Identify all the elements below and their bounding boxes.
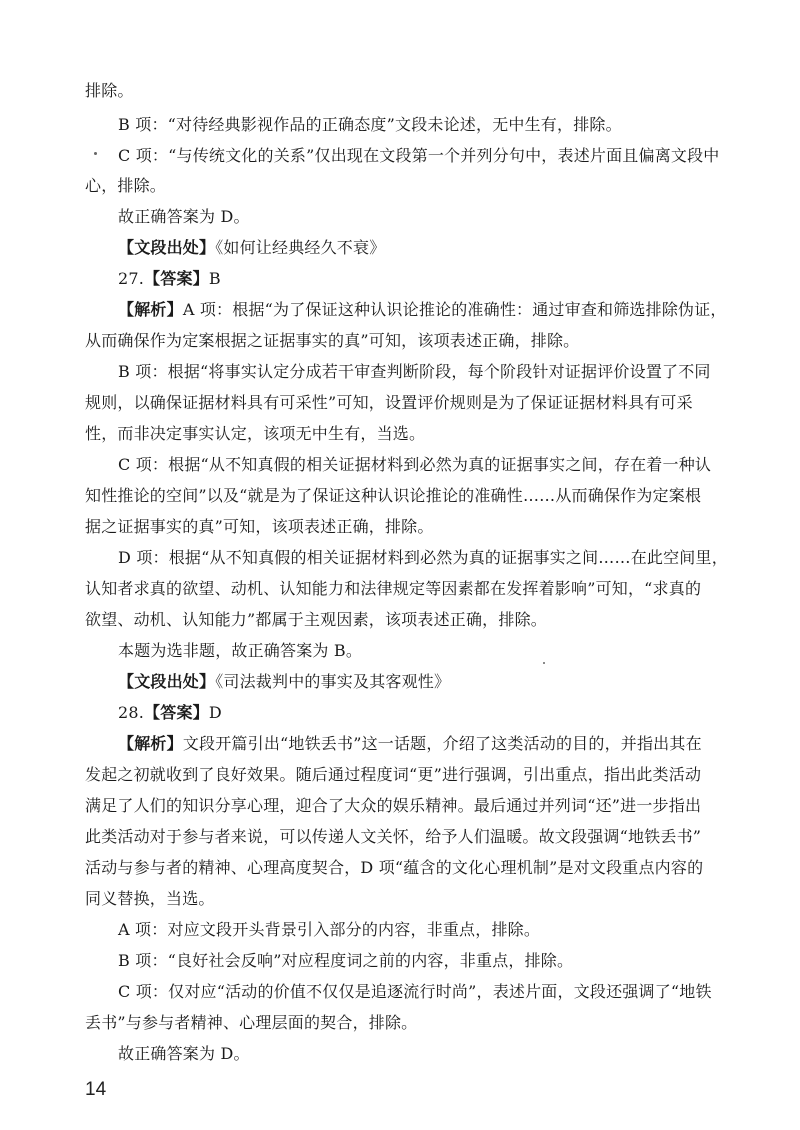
text-line-5 xyxy=(118,206,250,228)
source-label: 【文段出处】 xyxy=(118,672,216,691)
line-text: B 项：根据“将事实认定分成若干审查判断阶段，每个阶段针对证据评价设置了不同 xyxy=(118,362,711,381)
text-line-1 xyxy=(85,80,134,102)
line-text: 心，排除。 xyxy=(85,176,167,195)
analysis-label: 【解析】 xyxy=(118,300,183,319)
page-number: 14 xyxy=(85,1079,107,1100)
text-line-25 xyxy=(85,826,701,848)
line-text: C 项：根据“从不知真假的相关证据材料到必然为真的证据事实之间，存在着一种认 xyxy=(118,455,712,474)
line-text: 故正确答案为 D。 xyxy=(118,1044,250,1063)
text-line-10 xyxy=(118,361,711,383)
text-line-32 xyxy=(118,1043,250,1065)
line-text: 欲望、动机、认知能力”都属于主观因素，该项表述正确，排除。 xyxy=(85,610,547,629)
line-text: 排除。 xyxy=(85,81,134,100)
answer-label: 【答案】 xyxy=(144,703,209,722)
line-text: D 项：根据“从不知真假的相关证据材料到必然为真的证据事实之间……在此空间里， xyxy=(118,548,728,567)
line-text: 故正确答案为 D。 xyxy=(118,207,250,226)
text-line-24 xyxy=(85,795,701,817)
text-line-16 xyxy=(118,547,728,569)
text-line-19 xyxy=(118,640,362,662)
line-text: 发起之初就收到了良好效果。随后通过程度词“更”进行强调，引出重点，指出此类活动 xyxy=(85,765,702,784)
line-text: B 项：“对待经典影视作品的正确态度”文段未论述，无中生有，排除。 xyxy=(118,115,622,134)
analysis-label: 【解析】 xyxy=(118,734,183,753)
question-number: 27. xyxy=(118,269,145,288)
text-line-4 xyxy=(85,175,166,197)
text-line-9 xyxy=(85,330,579,352)
answer-value: B xyxy=(208,269,221,288)
line-text: 此类活动对于参与者来说，可以传递人文关怀，给予人们温暖。故文段强调“地铁丢书” xyxy=(85,827,702,846)
text-line-14 xyxy=(85,485,701,507)
text-line-23 xyxy=(85,764,701,786)
text-line-2 xyxy=(118,114,622,136)
text-line-31 xyxy=(85,1012,417,1034)
line-text: C 项：“与传统文化的关系”仅出现在文段第一个并列分句中，表述片面且偏离文段中 xyxy=(118,146,720,165)
text-line-3 xyxy=(118,145,720,167)
text-line-28 xyxy=(118,919,540,941)
analysis-line-28 xyxy=(118,733,702,755)
line-text: 活动与参与者的精神、心理高度契合，D 项“蕴含的文化心理机制”是对文段重点内容的 xyxy=(85,858,704,877)
question-number: 28. xyxy=(118,703,145,722)
line-text: 同义替换，当选。 xyxy=(85,889,215,908)
line-text: 丢书”与参与者精神、心理层面的契合，排除。 xyxy=(85,1013,418,1032)
source-line-2 xyxy=(118,671,450,693)
source-title: 《如何让经典经久不衰》 xyxy=(215,238,386,257)
line-text: 性，而非决定事实认定，该项无中生有，当选。 xyxy=(85,424,426,443)
line-text: A 项：根据“为了保证这种认识论推论的准确性：通过审查和筛选排除伪证， xyxy=(182,300,727,319)
line-text: 规则，以确保证据材料具有可采性”可知，设置评价规则是为了保证证据材料具有可采 xyxy=(85,393,693,412)
line-text: 知性推论的空间”以及“就是为了保证这种认识论推论的准确性……从而确保作为定案根 xyxy=(85,486,702,505)
text-line-17 xyxy=(85,578,701,600)
line-text: A 项：对应文段开头背景引入部分的内容，非重点，排除。 xyxy=(118,920,541,939)
text-line-13 xyxy=(118,454,711,476)
line-text: 文段开篇引出“地铁丢书”这一话题，介绍了这类活动的目的，并指出其在 xyxy=(182,734,702,753)
text-line-27 xyxy=(85,888,215,910)
text-line-15 xyxy=(85,516,434,538)
source-label: 【文段出处】 xyxy=(118,238,216,257)
line-text: 认知者求真的欲望、动机、认知能力和法律规定等因素都在发挥着影响”可知，“求真的 xyxy=(85,579,702,598)
source-line-1 xyxy=(118,237,385,259)
text-line-18 xyxy=(85,609,547,631)
text-line-26 xyxy=(85,857,703,879)
text-line-11 xyxy=(85,392,693,414)
line-text: B 项：“良好社会反响”对应程度词之前的内容，非重点，排除。 xyxy=(118,951,574,970)
text-line-30 xyxy=(118,981,712,1003)
scan-speck xyxy=(543,662,545,664)
line-text: 本题为选非题，故正确答案为 B。 xyxy=(118,641,363,660)
line-text: 满足了人们的知识分享心理，迎合了大众的娱乐精神。最后通过并列词“还”进一步指出 xyxy=(85,796,702,815)
analysis-line-27 xyxy=(118,299,727,321)
source-title: 《司法裁判中的事实及其客观性》 xyxy=(215,672,451,691)
text-line-12 xyxy=(85,423,425,445)
answer-line-27 xyxy=(118,268,221,290)
line-text: 据之证据事实的真”可知，该项表述正确，排除。 xyxy=(85,517,434,536)
answer-value: D xyxy=(208,703,222,722)
scan-speck xyxy=(94,152,97,155)
answer-label: 【答案】 xyxy=(144,269,209,288)
answer-line-28 xyxy=(118,702,222,724)
line-text: C 项：仅对应“活动的价值不仅仅是追逐流行时尚”，表述片面，文段还强调了“地铁 xyxy=(118,982,712,1001)
line-text: 从而确保作为定案根据之证据事实的真”可知，该项表述正确，排除。 xyxy=(85,331,580,350)
text-line-29 xyxy=(118,950,573,972)
